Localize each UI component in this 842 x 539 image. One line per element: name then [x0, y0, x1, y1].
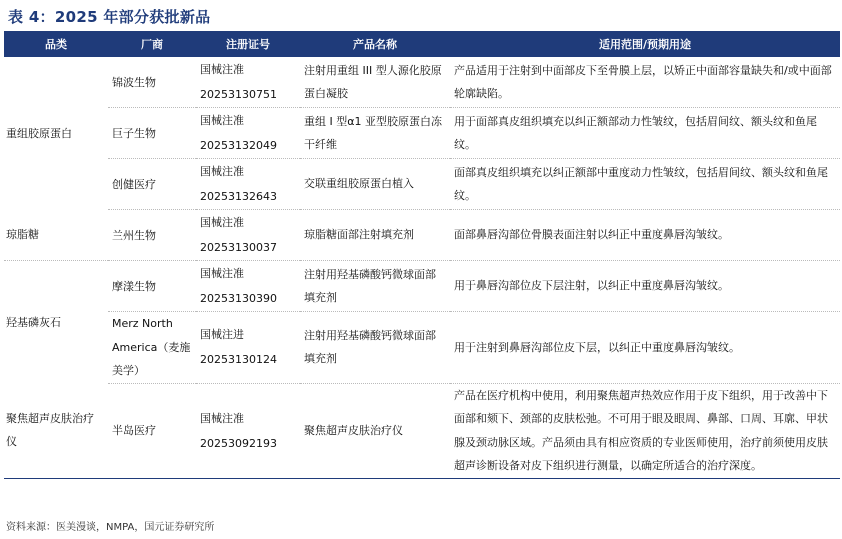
registration-number: 20253130037 [200, 241, 277, 254]
registration-type: 国械注准 [200, 114, 244, 127]
usage-cell: 用于面部真皮组织填充以纠正额部动力性皱纹，包括眉间纹、额头纹和鱼尾纹。 [450, 108, 840, 159]
product-cell: 注射用重组 III 型人源化胶原蛋白凝胶 [300, 57, 450, 108]
registration-number: 20253130751 [200, 88, 277, 101]
table-row [4, 108, 840, 159]
usage-cell: 用于鼻唇沟部位皮下层注射，以纠正中重度鼻唇沟皱纹。 [450, 261, 840, 312]
registration-type: 国械注准 [200, 216, 244, 229]
registration-cell [196, 210, 300, 261]
registration-cell [196, 312, 300, 384]
registration-type: 国械注准 [200, 165, 244, 178]
table-header-row [4, 31, 840, 57]
registration-cell [196, 108, 300, 159]
registration-number: 20253132643 [200, 190, 277, 203]
registration-cell [196, 383, 300, 478]
usage-cell: 面部真皮组织填充以纠正额部中重度动力性皱纹，包括眉间纹、额头纹和鱼尾纹。 [450, 159, 840, 210]
header-category: 品类 [4, 31, 108, 57]
product-cell: 聚焦超声皮肤治疗仪 [300, 383, 450, 478]
product-cell: 注射用羟基磷酸钙微球面部填充剂 [300, 261, 450, 312]
product-cell: 交联重组胶原蛋白植入 [300, 159, 450, 210]
usage-cell: 面部鼻唇沟部位骨膜表面注射以纠正中重度鼻唇沟皱纹。 [450, 210, 840, 261]
registration-type: 国械注进 [200, 328, 244, 342]
header-registration: 注册证号 [196, 31, 300, 57]
registration-number: 20253132049 [200, 139, 277, 152]
registration-cell [196, 159, 300, 210]
table-row [4, 210, 840, 261]
table-row [4, 312, 840, 384]
maker-cell: 兰州生物 [108, 210, 196, 261]
product-cell: 重组 I 型α1 亚型胶原蛋白冻干纤维 [300, 108, 450, 159]
maker-cell: 锦波生物 [108, 57, 196, 108]
maker-cell: 创健医疗 [108, 159, 196, 210]
header-product: 产品名称 [300, 31, 450, 57]
source-note: 资料来源：医美漫谈，NMPA，国元证券研究所 [6, 522, 215, 533]
approved-products-table [4, 31, 840, 479]
maker-cell: 半岛医疗 [108, 383, 196, 478]
table-row [4, 261, 840, 312]
header-usage: 适用范围/预期用途 [450, 31, 840, 57]
registration-cell [196, 57, 300, 108]
header-maker: 厂商 [108, 31, 196, 57]
table-row [4, 159, 840, 210]
category-cell: 重组胶原蛋白 [6, 126, 72, 140]
usage-cell: 用于注射到鼻唇沟部位皮下层，以纠正中重度鼻唇沟皱纹。 [450, 312, 840, 384]
table-title: 表 4：2025 年部分获批新品 [8, 8, 211, 26]
registration-number: 20253092193 [200, 436, 277, 450]
registration-type: 国械注准 [200, 411, 244, 425]
registration-number: 20253130390 [200, 292, 277, 305]
registration-type: 国械注准 [200, 267, 244, 280]
usage-cell: 产品在医疗机构中使用，利用聚焦超声热效应作用于皮下组织，用于改善中下面部和颏下、颈部的皮肤松弛。不可用于眼及眼周、鼻部、口周、耳廓、甲状腺及颈动脉区域。产品须由具有相应资质的专业医师使用，治疗前须使用皮肤超声诊断设备对皮下组织进行测量，以确定所适合的治疗深度。 [450, 383, 840, 478]
category-cell: 羟基磷灰石 [6, 315, 61, 329]
maker-cell: 摩漾生物 [108, 261, 196, 312]
registration-number: 20253130124 [200, 353, 277, 367]
registration-cell [196, 261, 300, 312]
product-cell: 琼脂糖面部注射填充剂 [300, 210, 450, 261]
registration-type: 国械注准 [200, 63, 244, 76]
table-row [4, 57, 840, 108]
category-cell: 琼脂糖 [4, 210, 108, 261]
product-cell: 注射用羟基磷酸钙微球面部填充剂 [300, 312, 450, 384]
category-cell: 聚焦超声皮肤治疗仪 [4, 383, 108, 478]
maker-cell: Merz North America（麦施美学） [108, 312, 196, 384]
table-row [4, 383, 840, 478]
usage-cell: 产品适用于注射到中面部皮下至骨膜上层，以矫正中面部容量缺失和/或中面部轮廓缺陷。 [450, 57, 840, 108]
maker-cell: 巨子生物 [108, 108, 196, 159]
